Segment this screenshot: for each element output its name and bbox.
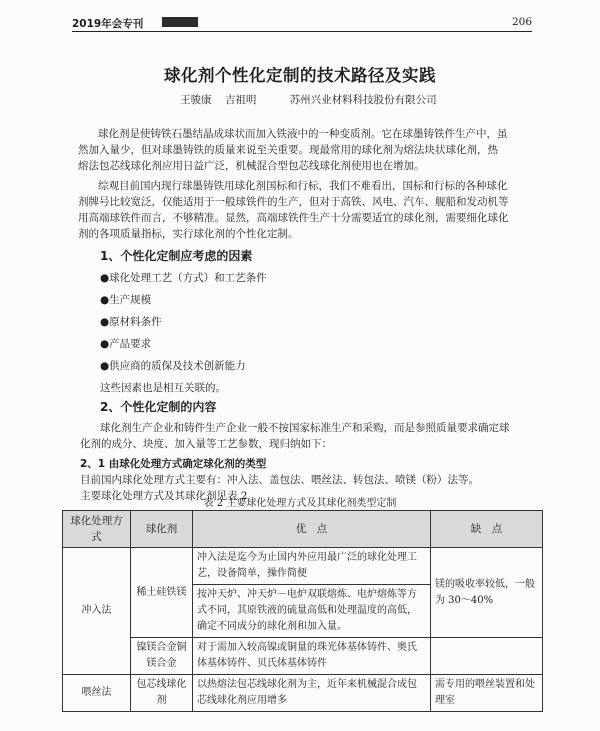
cell-agent: 镍镁合金铜镁合金 (131, 638, 193, 675)
bullet-item: ●球化处理工艺（方式）和工艺条件 (100, 272, 267, 284)
section-heading-1: 1、个性化定制应考虑的因素 (100, 249, 253, 263)
paragraph-line: 综观目前国内现行球墨铸铁用球化剂国标和行标，我们不难看出，国标和行标的各种球化 (98, 180, 508, 192)
table-caption: 表 2 主要球化处理方式及其球化剂类型定制 (203, 498, 397, 509)
cell-cons (431, 638, 543, 675)
cell-method: 冲入法 (63, 548, 131, 675)
subsection-heading: 2、1 由球化处理方式确定球化剂的类型 (80, 458, 267, 470)
table-row (63, 638, 543, 675)
cell-pros: 对于需加入较高镍或铜量的珠光体基体铸件、奥氏体基体铸件、贝氏体基体铸件 (193, 638, 431, 675)
journal-name: 2019年会专刊 (72, 18, 144, 30)
header-rule (72, 31, 532, 32)
paragraph-line: 然加入量少，但对球墨铸铁的质量来说至关重要。现最常用的球化剂为熔法块状球化剂，热 (78, 144, 498, 156)
cell-method: 喂丝法 (63, 675, 131, 712)
paragraph-line: 用高端球铁件而言，不够精准。显然，高端球铁件生产十分需要适宜的球化剂，需要细化球化 (78, 212, 509, 224)
cell-pros: 以热熔法包芯线球化剂为主，近年来机械混合成包芯线球化剂应用增多 (193, 675, 431, 712)
page-number: 206 (511, 16, 532, 28)
paragraph-line: 剂牌号比较宽泛，仅能适用于一般球铁件的生产，但对于高铁、风电、汽车、舰船和发动机等 (78, 196, 509, 208)
header-method: 球化处理方式 (63, 511, 131, 548)
affiliation: 苏州兴业材料科技股份有限公司 (289, 94, 437, 106)
header-agent: 球化剂 (131, 511, 193, 548)
table-header-row (63, 511, 543, 548)
paragraph-line: 目前国内球化处理方式主要有：冲入法、盖包法、喂丝法、转包法、喷镁（粉）法等。 (80, 474, 479, 486)
paragraph-line: 化剂的成分、块度、加入量等工艺参数，现归纳如下： (80, 438, 332, 450)
bullet-item: ●产品要求 (100, 338, 152, 350)
cell-agent: 包芯线球化剂 (131, 675, 193, 712)
author-name: 王骏康 (180, 94, 212, 106)
author-name: 吉祖明 (224, 94, 257, 106)
running-header (72, 16, 532, 32)
cell-cons: 镁的吸收率较低，一般为 30～40% (431, 548, 543, 638)
paragraph-line: 主要球化处理方式及其球化剂见表 2 (80, 490, 248, 502)
bullet-item: ●生产规模 (100, 294, 152, 306)
bullet-item: ●原材料条件 (100, 316, 162, 328)
table-row (63, 675, 543, 712)
header-pros: 优 点 (193, 511, 431, 548)
paragraph-line: 球化剂是使铸铁石墨结晶成球状而加入铁液中的一种变质剂。它在球墨铸铁件生产中，虽 (98, 128, 508, 140)
author-line (180, 92, 447, 107)
cell-pros: 按冲天炉、冲天炉－电炉双联熔炼、电炉熔炼等方式不同，其原铁液的硫量高低和处理温度的高低，确定不同成分的球化剂和加入量。 (193, 585, 431, 638)
paper-title: 球化剂个性化定制的技术路径及实践 (164, 66, 436, 85)
paragraph-line: 剂的各项质量指标，实行球化剂的个性化定制。 (78, 228, 299, 240)
section-heading-2: 2、个性化定制的内容 (100, 400, 217, 414)
table-row (63, 548, 543, 585)
bullet-item: ●供应商的质保及技术创新能力 (100, 360, 246, 372)
header-cons: 缺 点 (431, 511, 543, 548)
cell-agent: 稀土硅铁镁 (131, 548, 193, 638)
paragraph-line: 熔法包芯线球化剂应用日益广泛，机械混合型包芯线球化剂使用也在增加。 (78, 160, 425, 172)
header-mark (162, 17, 198, 27)
cell-pros: 冲入法是迄今为止国内外应用最广泛的球化处理工艺，设备简单，操作简便 (193, 548, 431, 585)
cell-cons: 需专用的喂丝装置和处理室 (431, 675, 543, 712)
section1-closing: 这些因素也是相互关联的。 (100, 382, 226, 394)
paragraph-line: 球化剂生产企业和铸件生产企业一般不按国家标准生产和采购，而是参照质量要求确定球 (100, 422, 510, 434)
processing-methods-table (62, 510, 543, 712)
